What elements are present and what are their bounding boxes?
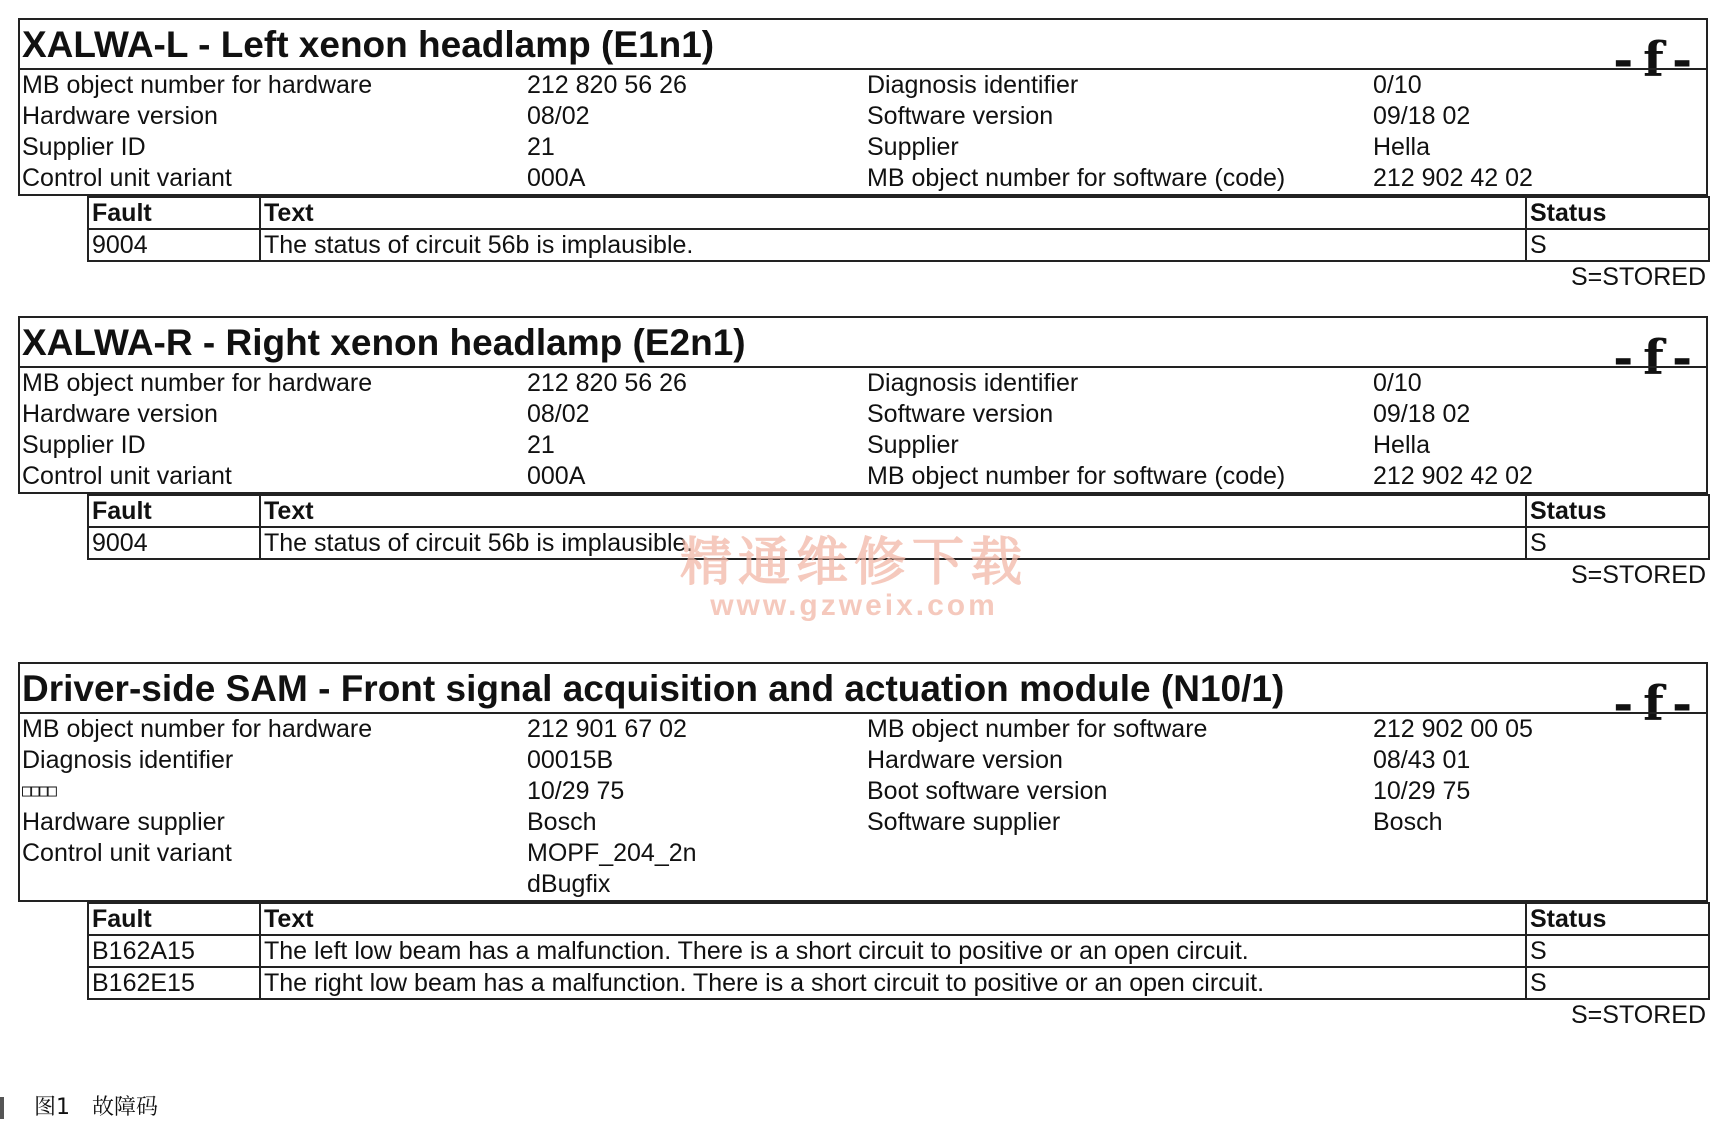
info-label: Control unit variant <box>22 839 232 867</box>
info-value: 212 902 42 02 <box>1373 164 1533 192</box>
module-right-xenon-headlamp <box>18 316 1708 590</box>
info-label: Software version <box>867 102 1054 130</box>
info-value <box>1373 838 1706 869</box>
fault-status: S <box>1526 935 1709 967</box>
info-label: MB object number for software (code) <box>867 164 1286 192</box>
info-label: Software supplier <box>867 808 1061 836</box>
info-label <box>867 869 1373 900</box>
info-value: 10/29 75 <box>527 777 625 805</box>
info-label-missing-glyphs: □□□□ <box>22 781 55 801</box>
module-title: Driver-side SAM - Front signal acquisition and actuation module (N10/1) <box>22 668 1285 709</box>
fault-column-header: Fault <box>88 903 260 935</box>
fault-status: S <box>1526 527 1709 559</box>
info-value: dBugfix <box>527 870 611 898</box>
info-label: Software version <box>867 400 1054 428</box>
info-row <box>20 776 1706 807</box>
table-row <box>88 967 1709 999</box>
info-row <box>20 132 1706 163</box>
info-label: MB object number for software (code) <box>867 462 1286 490</box>
info-label: Hardware version <box>22 400 218 428</box>
fault-column-header: Fault <box>88 495 260 527</box>
info-row <box>20 163 1706 194</box>
status-legend: S=STORED <box>1571 561 1706 589</box>
fault-column-header: Fault <box>88 197 260 229</box>
info-value: 21 <box>527 431 555 459</box>
info-label: Control unit variant <box>22 164 232 192</box>
info-label: Hardware supplier <box>22 808 225 836</box>
watermark-line2: www.gzweix.com <box>710 589 998 622</box>
fault-header-row <box>88 197 1709 229</box>
info-row <box>20 101 1706 132</box>
info-label: Hardware version <box>22 102 218 130</box>
f-icon: -f- <box>1613 330 1702 386</box>
fault-table <box>87 196 1710 262</box>
info-value: Hella <box>1373 133 1430 161</box>
figure-caption <box>0 1090 158 1121</box>
info-value: 08/43 01 <box>1373 746 1471 774</box>
table-row <box>88 527 1709 559</box>
info-label: Hardware version <box>867 746 1063 774</box>
fault-header-row <box>88 903 1709 935</box>
info-value: 21 <box>527 133 555 161</box>
info-value: 000A <box>527 462 586 490</box>
info-value: 212 902 42 02 <box>1373 462 1533 490</box>
info-value: Hella <box>1373 431 1430 459</box>
fault-text: The status of circuit 56b is implausible. <box>260 527 1526 559</box>
info-value: 000A <box>527 164 586 192</box>
module-title: XALWA-R - Right xenon headlamp (E2n1) <box>22 322 746 363</box>
info-label: Supplier <box>867 431 959 459</box>
fault-code: 9004 <box>88 229 260 261</box>
info-label: MB object number for software <box>867 715 1208 743</box>
status-column-header: Status <box>1526 495 1709 527</box>
info-value: MOPF_204_2n <box>527 839 697 867</box>
fault-code: B162E15 <box>88 967 260 999</box>
info-value: 09/18 02 <box>1373 400 1471 428</box>
caption-text: 图1 故障码 <box>34 1095 158 1120</box>
text-column-header: Text <box>260 903 1526 935</box>
f-icon: -f- <box>1613 32 1702 88</box>
info-value: 08/02 <box>527 400 590 428</box>
info-label: Supplier ID <box>22 431 146 459</box>
info-value <box>1373 869 1706 900</box>
info-row <box>20 430 1706 461</box>
info-row <box>20 869 1706 900</box>
info-value: 212 901 67 02 <box>527 715 687 743</box>
fault-header-row <box>88 495 1709 527</box>
info-value: 212 820 56 26 <box>527 71 687 99</box>
info-label: MB object number for hardware <box>22 369 373 397</box>
info-label: MB object number for hardware <box>22 71 373 99</box>
info-label: Supplier ID <box>22 133 146 161</box>
fault-text: The right low beam has a malfunction. There is a short circuit to positive or an open circuit. <box>260 967 1526 999</box>
info-label <box>20 869 527 900</box>
info-label: Diagnosis identifier <box>867 369 1079 397</box>
info-value: Bosch <box>527 808 597 836</box>
info-row <box>20 461 1706 492</box>
info-row <box>20 838 1706 869</box>
module-driver-side-sam <box>18 662 1708 1030</box>
status-column-header: Status <box>1526 903 1709 935</box>
module-title: XALWA-L - Left xenon headlamp (E1n1) <box>22 24 715 65</box>
info-table <box>18 712 1708 902</box>
info-row <box>20 807 1706 838</box>
info-row <box>20 70 1706 101</box>
info-value: 212 902 00 05 <box>1373 715 1533 743</box>
info-label: Boot software version <box>867 777 1108 805</box>
info-row <box>20 399 1706 430</box>
text-column-header: Text <box>260 197 1526 229</box>
table-row <box>88 229 1709 261</box>
caption-bar <box>0 1097 4 1119</box>
table-row <box>88 935 1709 967</box>
info-label: Diagnosis identifier <box>22 746 234 774</box>
info-row <box>20 368 1706 399</box>
info-row <box>20 745 1706 776</box>
info-value: 00015B <box>527 746 614 774</box>
fault-table <box>87 902 1710 1000</box>
status-column-header: Status <box>1526 197 1709 229</box>
info-label: Supplier <box>867 133 959 161</box>
info-label <box>867 838 1373 869</box>
fault-status: S <box>1526 967 1709 999</box>
info-row <box>20 714 1706 745</box>
fault-code: 9004 <box>88 527 260 559</box>
f-icon: -f- <box>1613 676 1702 732</box>
text-column-header: Text <box>260 495 1526 527</box>
info-value: 08/02 <box>527 102 590 130</box>
info-table <box>18 366 1708 494</box>
fault-status: S <box>1526 229 1709 261</box>
watermark-line1: 精通维修下载 <box>680 532 1029 593</box>
fault-text: The status of circuit 56b is implausible. <box>260 229 1526 261</box>
fault-table <box>87 494 1710 560</box>
fault-text: The left low beam has a malfunction. There is a short circuit to positive or an open circuit. <box>260 935 1526 967</box>
info-value: 10/29 75 <box>1373 777 1471 805</box>
status-legend: S=STORED <box>1571 1001 1706 1029</box>
status-legend: S=STORED <box>1571 263 1706 291</box>
fault-code: B162A15 <box>88 935 260 967</box>
info-label: Diagnosis identifier <box>867 71 1079 99</box>
info-value: 0/10 <box>1373 369 1422 397</box>
info-value: 212 820 56 26 <box>527 369 687 397</box>
info-value: 0/10 <box>1373 71 1422 99</box>
info-label: MB object number for hardware <box>22 715 373 743</box>
info-value: 09/18 02 <box>1373 102 1471 130</box>
info-table <box>18 68 1708 196</box>
info-value: Bosch <box>1373 808 1443 836</box>
module-left-xenon-headlamp <box>18 18 1708 292</box>
info-label: Control unit variant <box>22 462 232 490</box>
